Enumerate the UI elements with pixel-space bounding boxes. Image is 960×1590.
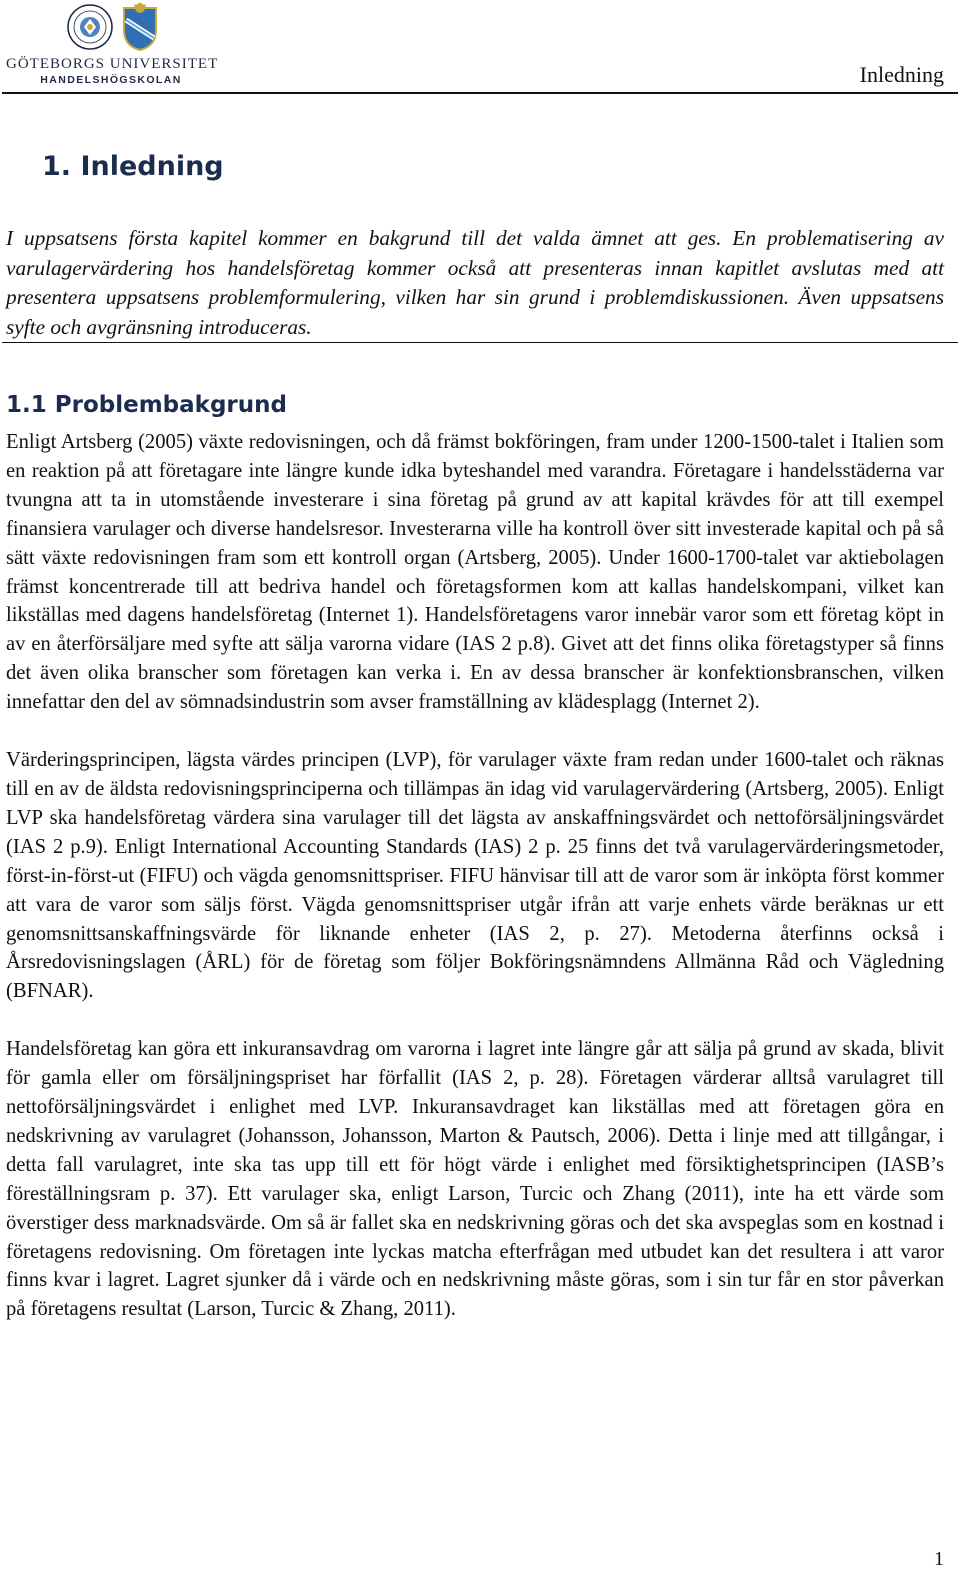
university-name: GÖTEBORGS UNIVERSITET (6, 56, 219, 72)
school-name: HANDELSHÖGSKOLAN (40, 74, 182, 86)
intro-divider (2, 342, 958, 343)
chapter-title: 1. Inledning (42, 151, 224, 182)
chapter-intro: I uppsatsens första kapitel kommer en bakgrund till det valda ämnet att ges. En problematisering av varulagervärdering hos handelsföretag kommer också att presenteras innan kapitlet avslutas med att presentera uppsatsens problemformulering, vilken har sin grund i problemdiskussionen. Även uppsatsens syfte och avgränsning introduceras. (6, 226, 944, 339)
running-head: Inledning (859, 62, 944, 87)
body-paragraph: Värderingsprincipen, lägsta värdes principen (LVP), för varulager växte fram redan under 1600-talet och räknas till en av de äldsta redovisningsprinciperna och tillämpas än idag vid varulagervärdering (Artsberg, 2005). Enligt LVP ska handelsföretag värdera sina varulager till det lägsta av anskaffningsvärdet och nettoförsäljningsvärdet (IAS 2 p.9). Enligt International Accounting Standards (IAS) 2 p. 25 finns det två varulagervärderingsmetoder, först-in-först-ut (FIFU) och vägda genomsnittspriser. FIFU hänvisar till att de varor som är inköpta först kommer att vara de varor som säljs först. Vägda genomsnittspriser utgår ifrån att varje enhets värde beräknas ur ett genomsnittsanskaffningsvärde för liknande enheter (IAS 2, p. 27). Metoderna återfinns också i Årsredovisningslagen (ÅRL) för de företag som följer Bokföringsnämndens Allmänna Råd och Vägledning (BFNAR). (6, 749, 944, 1003)
section-title: 1.1 Problembakgrund (6, 392, 287, 418)
section-body (6, 428, 944, 1353)
university-seals-icon (64, 2, 168, 52)
header-divider (2, 92, 958, 94)
page-number: 1 (934, 1548, 944, 1570)
body-paragraph: Enligt Artsberg (2005) växte redovisningen, och då främst bokföringen, fram under 1200-1500-talet i Italien som en reaktion på att företagare inte längre kunde idka byteshandel med varandra. Företagare i handelsstäderna var tvungna att ta in utomstående investerare i sina företag på grund av att kapital krävdes för att till exempel finansiera varulager och diverse handelsresor. Investerarna ville ha kontroll över sitt investerade kapital och på så sätt växte redovisningen fram som ett kontroll organ (Artsberg, 2005). Under 1600-1700-talet var aktiebolagen främst koncentrerade till att bedriva handel och företagsformen kom att kallas handelskompani, vilket kan likställas med dagens handelsföretag (Internet 1). Handelsföretagens varor innebär varor som ett företag köpt in av en återförsäljare med syfte att sälja varorna vidare (IAS 2 p.8). Givet att det finns olika företagstyper så finns det även olika branscher som företagen kan verka i. En av dessa branscher är konfektionsbranschen, vilken innefattar den del av sömnadsindustrin som avser framställning av klädesplagg (Internet 2). (6, 431, 944, 714)
university-logo (6, 2, 219, 88)
body-paragraph: Handelsföretag kan göra ett inkuransavdrag om varorna i lagret inte längre går att sälja på grund av skada, blivit för gamla eller om försäljningspriset har förfallit (IAS 2, p. 28). Företagen värderar alltså varulagret till nettoförsäljningsvärdet i enlighet med LVP. Inkuransavdraget kan likställas med att företagen göra en nedskrivning av varulagret (Johansson, Johansson, Marton & Pautsch, 2006). Detta i linje med att tillgångar, i detta fall varulagret, inte ska tas upp till ett för högt värde i enlighet med försiktighetsprincipen (IASB’s föreställningsram p. 37). Ett varulager ska, enligt Larson, Turcic och Zhang (2011), inte ha ett värde som överstiger dess marknadsvärde. Om så är fallet ska en nedskrivning göras och det ska avspeglas som en kostnad i företagens redovisning. Om företagen inte lyckas matcha efterfrågan med utbudet kan det resultera i att varor finns kvar i lagret. Lagret sjunker då i värde och en nedskrivning måste göras, som i sin tur får en stor påverkan på företagens resultat (Larson, Turcic & Zhang, 2011). (6, 1038, 944, 1321)
page-header (0, 0, 960, 96)
